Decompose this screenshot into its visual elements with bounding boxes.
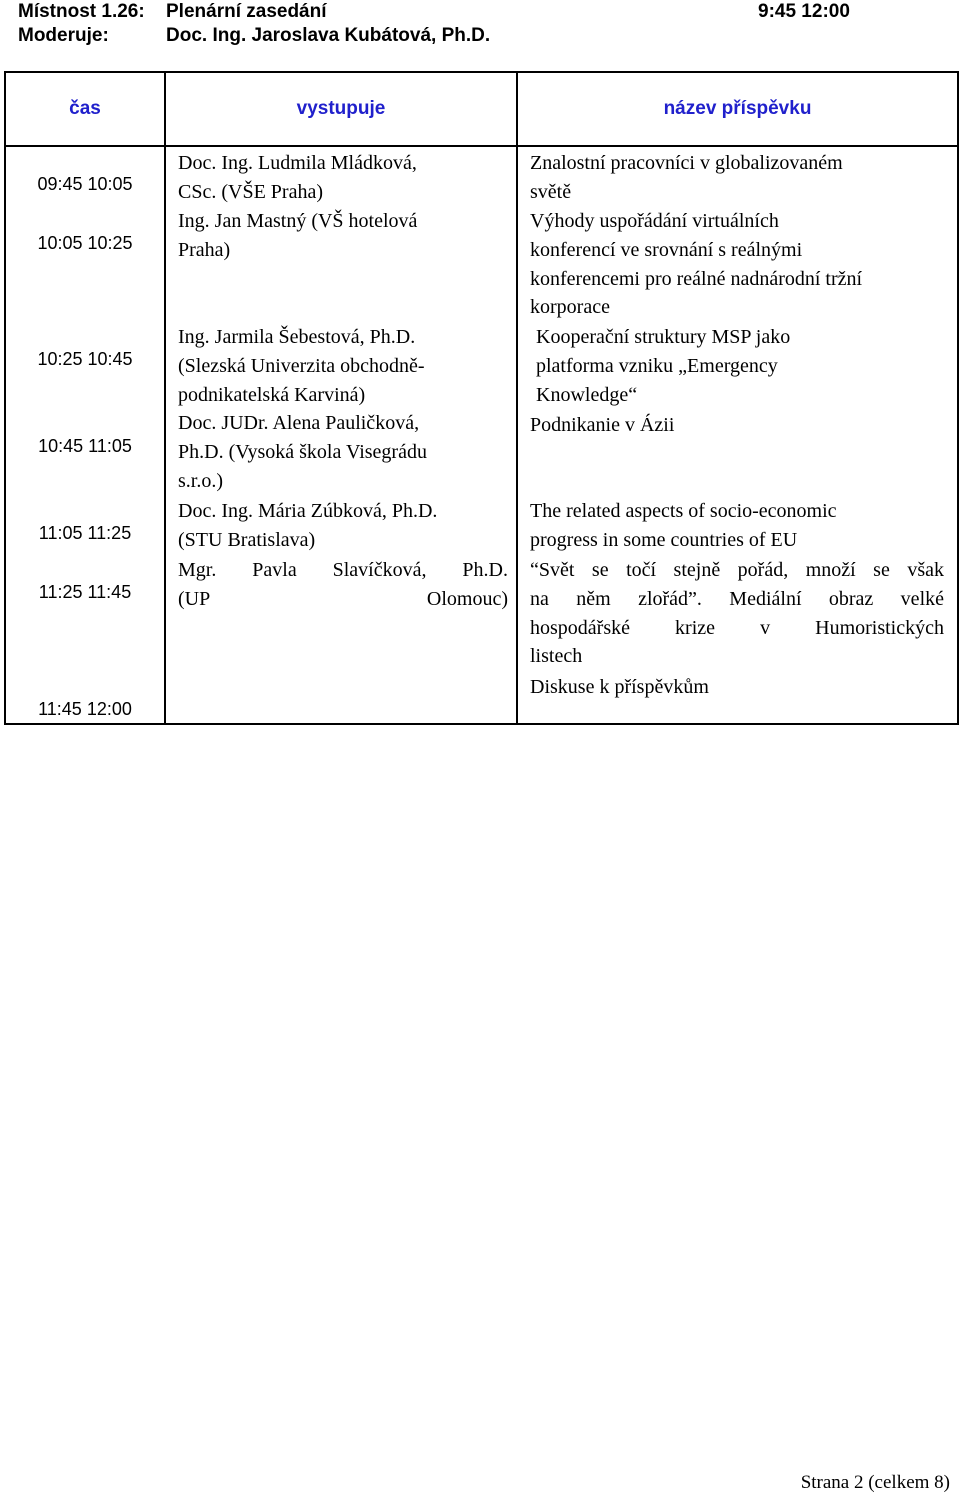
talk-title bbox=[530, 411, 944, 440]
speaker-line: Doc. Ing. Ludmila Mládková, bbox=[178, 152, 417, 174]
speaker-entry bbox=[178, 207, 508, 265]
speaker-line: (STU Bratislava) bbox=[178, 528, 316, 551]
title-line: světě bbox=[530, 180, 572, 203]
program-table bbox=[4, 71, 959, 725]
talk-title bbox=[530, 673, 944, 702]
session-time-range: 9:45 12:00 bbox=[758, 1, 850, 22]
room-label: Místnost 1.26: bbox=[18, 1, 145, 22]
speaker-line: Doc. Ing. Mária Zúbková, Ph.D. bbox=[178, 500, 438, 522]
speaker-entry bbox=[178, 497, 508, 555]
speaker-column bbox=[165, 146, 517, 724]
title-line: Znalostní pracovníci v globalizovaném bbox=[530, 152, 843, 174]
column-header-speaker: vystupuje bbox=[165, 72, 517, 146]
speaker-line: podnikatelská Karviná) bbox=[178, 383, 366, 406]
moderator-value: Doc. Ing. Jaroslava Kubátová, Ph.D. bbox=[166, 25, 491, 46]
speaker-line: (Slezská Univerzita obchodně- bbox=[178, 354, 425, 377]
session-header bbox=[18, 0, 918, 48]
time-slot: 11:05 11:25 bbox=[38, 523, 132, 543]
title-line: “Svět se točí stejně pořád, množí se však bbox=[530, 559, 944, 581]
speaker-entry bbox=[178, 149, 508, 207]
time-slot: 11:25 11:45 bbox=[38, 582, 132, 602]
speaker-line: Ing. Jan Mastný (VŠ hotelová bbox=[178, 210, 418, 232]
title-line: Výhody uspořádání virtuálních bbox=[530, 210, 779, 232]
page-number: Strana 2 (celkem 8) bbox=[800, 1472, 950, 1493]
title-line: The related aspects of socio-economic bbox=[530, 500, 837, 522]
title-line: Kooperační struktury MSP jako bbox=[536, 326, 791, 348]
speaker-line: Mgr. Pavla Slavíčková, Ph.D. bbox=[178, 559, 508, 581]
speaker-entry bbox=[178, 323, 508, 409]
title-line: platforma vzniku „Emergency bbox=[536, 354, 778, 377]
room-value: Plenární zasedání bbox=[166, 1, 327, 22]
title-line: Knowledge“ bbox=[536, 383, 638, 406]
table-header-row bbox=[5, 72, 958, 146]
time-slot: 10:05 10:25 bbox=[37, 233, 133, 253]
talk-title bbox=[530, 323, 950, 409]
title-line: korporace bbox=[530, 296, 610, 319]
title-line: konferencemi pro reálné nadnárodní tržní bbox=[530, 267, 863, 290]
speaker-line: Ph.D. (Vysoká škola Visegrádu bbox=[178, 440, 427, 463]
talk-title bbox=[530, 149, 944, 207]
speaker-line: Ing. Jarmila Šebestová, Ph.D. bbox=[178, 326, 416, 348]
moderator-label: Moderuje: bbox=[18, 25, 109, 46]
moderator-row bbox=[18, 24, 918, 48]
column-header-time: čas bbox=[5, 72, 165, 146]
title-line: hospodářské krize v Humoristických bbox=[530, 616, 944, 639]
title-line: na něm zlořád”. Mediální obraz velké bbox=[530, 587, 944, 610]
talk-title bbox=[530, 556, 944, 671]
title-line: progress in some countries of EU bbox=[530, 528, 798, 551]
speaker-line: CSc. (VŠE Praha) bbox=[178, 180, 323, 203]
program-body-row bbox=[5, 146, 958, 724]
speaker-line: Doc. JUDr. Alena Pauličková, bbox=[178, 412, 420, 434]
time-slot: 10:25 10:45 bbox=[37, 349, 133, 369]
room-row bbox=[18, 0, 918, 24]
title-line: Diskuse k příspěvkům bbox=[530, 676, 709, 698]
talk-title bbox=[530, 207, 944, 322]
time-slot: 09:45 10:05 bbox=[37, 174, 133, 194]
speaker-line: (UP Olomouc) bbox=[178, 587, 508, 610]
talk-title bbox=[530, 497, 944, 555]
time-slot: 10:45 11:05 bbox=[38, 436, 132, 456]
title-line: konferencí ve srovnání s reálnými bbox=[530, 238, 803, 261]
title-line: Podnikanie v Ázii bbox=[530, 414, 675, 436]
speaker-entry bbox=[178, 556, 508, 614]
speaker-entry bbox=[178, 409, 508, 495]
speaker-line: Praha) bbox=[178, 238, 231, 261]
title-column bbox=[517, 146, 958, 724]
time-column bbox=[5, 146, 165, 724]
title-line: listech bbox=[530, 645, 583, 668]
time-slot: 11:45 12:00 bbox=[38, 699, 132, 719]
speaker-line: s.r.o.) bbox=[178, 469, 223, 492]
column-header-title: název příspěvku bbox=[517, 72, 958, 146]
